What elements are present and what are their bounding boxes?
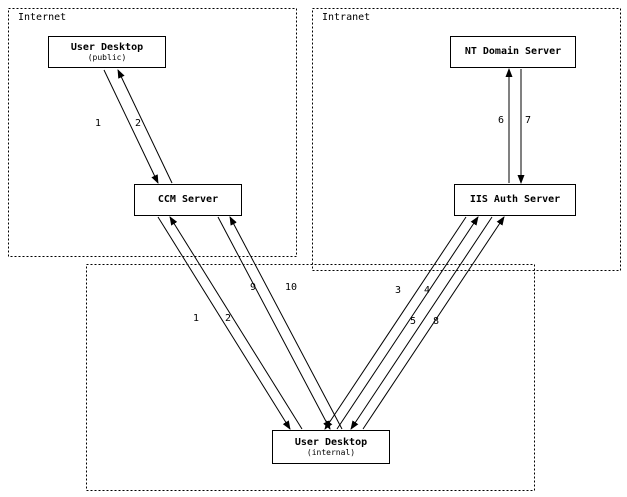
edge-label-10: 10 <box>285 282 298 293</box>
edge-label-1-public: 1 <box>95 118 102 129</box>
edge-label-8: 8 <box>433 316 440 327</box>
edge-label-1-internal: 1 <box>193 313 200 324</box>
node-user-desktop-internal[interactable] <box>272 430 390 464</box>
edge-label-7: 7 <box>525 115 532 126</box>
zone-label-internet: Internet <box>18 12 67 23</box>
edge-label-6: 6 <box>498 115 505 126</box>
node-subtitle: (public) <box>87 53 127 63</box>
edge-label-9: 9 <box>250 282 257 293</box>
node-ccm-server[interactable] <box>134 184 242 216</box>
node-title: CCM Server <box>157 194 219 206</box>
node-title: User Desktop <box>294 436 368 448</box>
node-title: User Desktop <box>70 41 144 53</box>
zone-label-intranet: Intranet <box>322 12 371 23</box>
node-subtitle: (internal) <box>306 448 356 458</box>
node-user-desktop-public[interactable] <box>48 36 166 68</box>
node-nt-domain-server[interactable] <box>450 36 576 68</box>
edge-label-2-public: 2 <box>135 118 142 129</box>
edge-label-5: 5 <box>410 316 417 327</box>
node-title: IIS Auth Server <box>469 194 561 206</box>
node-iis-auth-server[interactable] <box>454 184 576 216</box>
edge-label-2-internal: 2 <box>225 313 232 324</box>
edge-label-4: 4 <box>424 285 431 296</box>
edge-label-3: 3 <box>395 285 402 296</box>
node-title: NT Domain Server <box>464 46 562 58</box>
